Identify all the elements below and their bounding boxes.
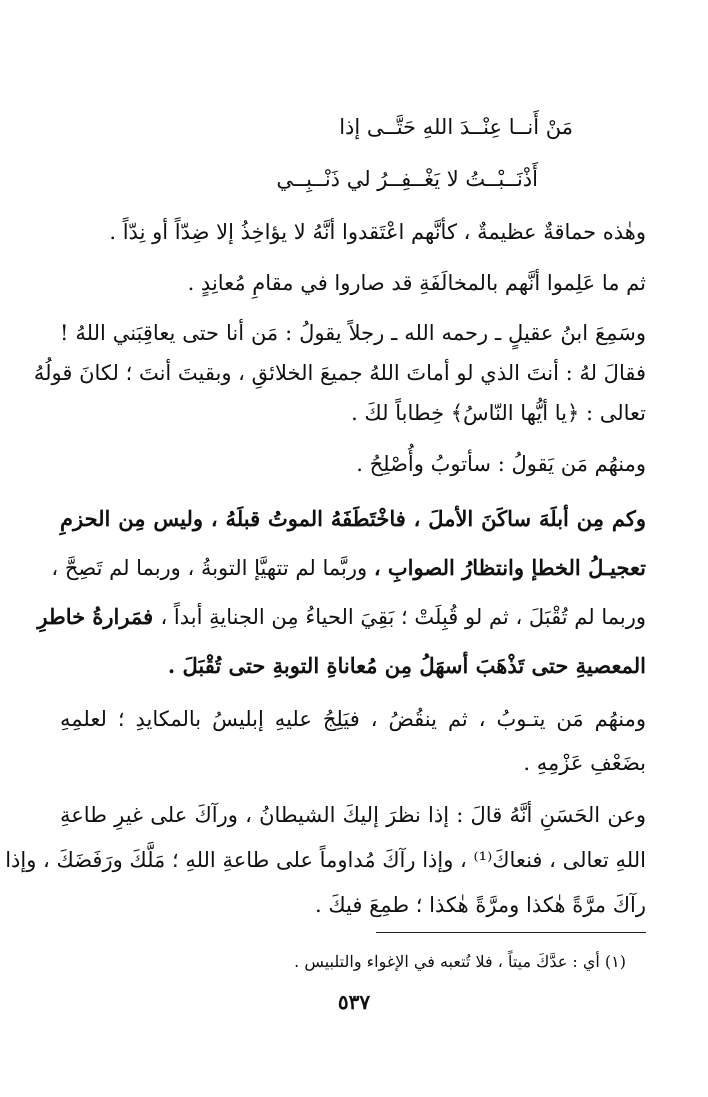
regular-phrase: وربَّما لم تتهيَّإ التوبةُ ، وربما لم تَصِحَّ ، xyxy=(51,556,374,580)
paragraph-line: اللهِ تعالى ، فنعاكَ⁽¹⁾ ، وإذا رآكَ مُداوماً على طاعةِ اللهِ ؛ مَلَّكَ ورَفَضَكَ ، وإذا xyxy=(5,848,646,872)
paragraph-line: رآكَ مرَّةً هٰكذا ومرَّةً هٰكذا ؛ طمِعَ فيكَ . xyxy=(314,893,646,917)
paragraph-line-mixed xyxy=(37,602,646,632)
paragraph-line: بضَعْفِ عَزْمِهِ . xyxy=(523,751,646,775)
paragraph-line-bold: المعصيةِ حتى تَذْهَبَ أسهَلُ مِن مُعاناةِ التوبةِ حتى تُقْبَلَ . xyxy=(167,653,646,678)
paragraph-line: وهٰذه حماقةٌ عظيمةٌ ، كأنَّهم اعْتَقدوا أنَّهُ لا يؤاخِذُ إلا ضِدّاً أو نِدّاً . xyxy=(109,220,646,244)
paragraph-line: ومنهُم مَن يَقولُ : سأتوبُ وأُصْلِحُ . xyxy=(356,452,646,476)
paragraph-line-mixed xyxy=(51,553,646,583)
bold-phrase: تعجيـلُ الخطإ وانتظارُ الصوابِ ، xyxy=(373,555,646,580)
footnote: (١) أي : عدَّكَ ميتاً ، فلا تُتعبه في الإغواء والتلبيس . xyxy=(294,952,626,971)
paragraph-line: وعن الحَسَنِ أنَّهُ قالَ : إذا نظرَ إليكَ الشيطانُ ، ورآكَ على غيرِ طاعةِ xyxy=(60,803,646,827)
paragraph-line-bold: وكم مِن أبلَهَ ساكَنَ الأملَ ، فاخْتَطَفَهُ الموتُ قبلَهُ ، وليس مِن الحزمِ xyxy=(60,506,646,531)
regular-phrase: وربما لم تُقْبَلَ ، ثم لو قُبِلَتْ ؛ بَقِيَ الحياءُ مِن الجنايةِ أبداً ، xyxy=(160,605,646,629)
paragraph-line: ثم ما عَلِموا أنَّهم بالمخالَفَةِ قد صاروا في مقامِ مُعانِدٍ . xyxy=(187,271,646,295)
paragraph-line: ومنهُم مَن يتـوبُ ، ثم ينقُضُ ، فيَلِجُ عليهِ إبليسُ بالمكايدِ ؛ لعلمِهِ xyxy=(60,707,646,731)
paragraph-line: وسَمِعَ ابنُ عقيلٍ ـ رحمه الله ـ رجلاً يقولُ : مَن أنا حتى يعاقِبَني اللهُ ! xyxy=(60,321,646,345)
paragraph-line: تعالى : ﴿يا أيُّها النّاسُ﴾ خِطاباً لكَ . xyxy=(351,401,646,425)
poem-verse-2: أَذْنَــبْــتُ لا يَغْــفِــرُ لي ذَنْــبِــي xyxy=(276,167,538,191)
paragraph-line: فقالَ لهُ : أنتَ الذي لو أماتَ اللهُ جميعَ الخلائقِ ، وبقيتَ أنتَ ؛ لكانَ قولُهُ xyxy=(33,361,646,385)
poem-verse-1: مَنْ أَنــا عِنْــدَ اللهِ حَتَّــى إذا xyxy=(339,115,573,139)
bold-phrase: فمَرارةُ خاطرِ xyxy=(37,604,161,629)
footnote-divider xyxy=(376,932,646,933)
page-number: ٥٣٧ xyxy=(337,990,371,1014)
